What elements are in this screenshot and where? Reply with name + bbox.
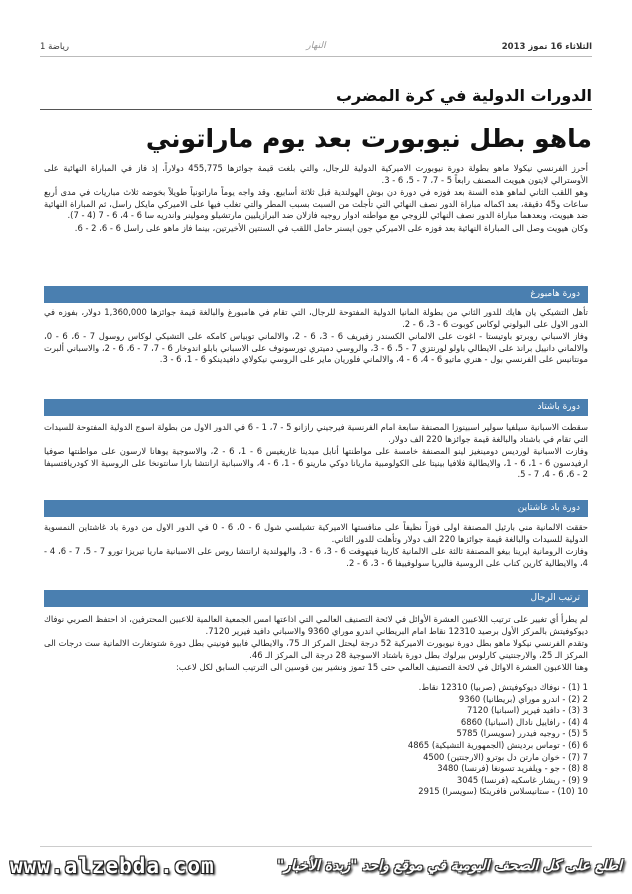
ranking-entry: 9 (9) - ريشار غاسكيه (فرنسا) 3045 [456, 774, 588, 785]
article-paragraph: وفاز الاسباني روبرتو باوتيستا - اغوت على الالماني الكسندر زفيريف 6 - 3، 6 - 2، والالماني توبياس كامكه على التشيكي لوكاس روسول 7 - 6، 6 - 0، والالماني دانييل برانذ على الايطالي باولو لورنتزي 7 - 5، 6 - 3، والروسي دميتري تورسونوف على الاسباني بابلو اندوخار 6 - 7، 7 - 6، 6 - 2، والاسباني ألبرت مونتانيس على الفرنسي بول - هنري ماتيو 6 - 4، 6 - 4، والالماني فلوريان ماير على الروسي نيكولاي دافيدينكو 6 - 1، 6 - 3. [44, 331, 588, 365]
bastad-text [44, 422, 588, 482]
section-bar-hamburg [44, 286, 588, 303]
article-paragraph: لم يطرأ أي تغيير على ترتيب اللاعبين العشرة الأوائل في لائحة التصنيف العالمي التي اذاعتها امس الجمعية العالمية للاعبين المحترفين، اذ احتفظ الصربي نوفاك ديوكوفيتش بالمركز الأول برصيد 12310 نقاط امام البريطاني اندرو موراي 9360 والاسباني دافيد فيرير 7120. [44, 614, 588, 636]
ranking-entry: 6 (6) - توماس بردينش (الجمهورية التشيكية) 4865 [407, 739, 588, 750]
page-header [40, 40, 592, 57]
footer-divider [40, 846, 592, 847]
article-paragraph: وفازت الاسبانية لورديس دومينغيز لينو المصنفة خامسة على مواطنتها أنابل ميدينا غاريغيس 6 - 1، 6 - 2، والاسوجية يوهانا لارسون على مواطنتها صوفيا ارفيدسون 6 - 1، 6 - 1، والايطالية فلافيا بينيتا على الكولومبية ماريانا دوكي مارينو 6 - 1، 6 - 4، والاسبانية ارانتشا بارا سانتونخا على الروسية الا كودريافتسيفا 2 - 6، 6 - 4، 7 - 5. [44, 446, 588, 480]
ranking-entry: 4 (4) - رافاييل نادال (اسبانيا) 6860 [460, 716, 588, 727]
intro-text [44, 163, 588, 236]
section-title: دورة باد غاشتاين [517, 503, 580, 513]
section-bar-bastad [44, 399, 588, 416]
footer-banner[interactable] [0, 846, 632, 894]
article-paragraph: سقطت الاسبانية سيلفيا سولير اسبينوزا المصنفة سابعة امام الفرنسية فيرجيني رازانو 5 - 7، 1 - 6 في الدور الاول من بطولة اسوج الدولية المفتوحة للسيدات التي تقام في باشتاد والبالغة قيمة جوائزها 220 الف دولار. [44, 422, 588, 444]
newspaper-logo: النهار [306, 41, 326, 51]
section-title: ترتيب الرجال [530, 593, 580, 603]
section-page-label: رياضة 1 [40, 42, 69, 52]
article-paragraph: وهنا اللاعبون العشرة الاوائل في لائحة التصنيف العالمي حتى 15 تموز ونشير بين قوسين الى الترتيب السابق لكل لاعب: [175, 662, 588, 673]
ranking-entry: 2 (2) - اندرو موراي (بريطانيا) 9360 [458, 693, 588, 704]
intro-paragraph: وهو اللقب الثاني لماهو هذه السنة بعد فوزه في دورة دن بوش الهولندية قبل ثلاثة أسابيع. وقد واجه يوماً ماراتونياً طويلاً بخوضه ثلاث مباريات في مدى أربع ساعات و45 دقيقة، بعد اكماله مباراة الدور نصف النهائي التي تأجلت من السبت بسبب المطر والتي تغلب فيها على الاميركي مايكل راسل، ثم المباراة النهائية ضد هيويت، وبعدهما مباراة الدور نصف النهائي للزوجي مع مواطنه ادوار روجيه فازلان ضد البرازيليين مارتشيلو ومولينر واندريه سا 6 - 4، 6 - 7 (4 - 7). [44, 187, 588, 221]
article-paragraph: تأهل التشيكي يان هايك للدور الثاني من بطولة المانيا الدولية المفتوحة للرجال، التي تقام في هامبورغ والبالغة قيمة جوائزها 1,360,000 دولار، بفوزه في الدور الاول على البولوني لوكاس كوبوت 6 - 3، 6 - 2. [44, 307, 588, 329]
ranking-entry: 7 (7) - خوان مارتن دل بوترو (الارجنتين) 4500 [423, 751, 588, 762]
section-bar-mens-ranking [44, 590, 588, 607]
section-bar-bad-gastein [44, 500, 588, 517]
intro-paragraph: أحرز الفرنسي نيكولا ماهو بطولة دورة نيوبورت الاميركية الدولية للرجال، والتي بلغت قيمة جوائزها 455,775 دولاراً، إذ فاز في المباراة النهائية على الأوسترالي لايتون هيويت المصنف رابعاً 5 - 7، 7 - 5، 6 - 3. [44, 163, 588, 185]
article-paragraph: وفازت الرومانية ايرينا بيغو المصنفة ثالثة على الالمانية كارينا فيتهوفت 6 - 3، 6 - 3، والهولندية ارانتشا روس على الاسبانية ماريا تيريزا تورو 7 - 5، 7 - 6، 4 - 4، والايطالية كارين كناب على الروسية فاليريا سولوفييفا 6 - 3، 6 - 2. [44, 546, 588, 568]
ranking-text [44, 614, 588, 675]
ranking-entry: 8 (8) - جو - ويلفريد تسونغا (فرنسا) 3480 [437, 763, 588, 774]
bad-gastein-text [44, 522, 588, 570]
article-kicker: الدورات الدولية في كرة المضرب [335, 86, 592, 105]
issue-date: الثلاثاء 16 تموز 2013 [501, 42, 592, 52]
ranking-list [44, 682, 588, 798]
intro-paragraph: وكان هيويت وصل الى المباراة النهائية بعد فوزه على الاميركي جون ايسنر حامل اللقب في السنتين الأخيرتين، بينما فاز ماهو على راسل 6 - 6، 2 - 6. [74, 222, 588, 233]
ranking-entry: 10 (10) - ستانيسلاس فافرينكا (سويسرا) 2915 [418, 786, 588, 797]
article-paragraph: حققت الالمانية مني بارثيل المصنفة اولى فوزاً نظيفاً على منافستها الاميركية تشيلسي شول 6 - 0، 6 - 0 في الدور الاول من دورة باد غاشتاين النمسوية الدولية للسيدات والبالغة قيمة جوائزها 220 الف دولار وتأهلت للدور الثاني. [44, 522, 588, 544]
ranking-entry: 1 (1) - نوفاك ديوكوفيتش (صربيا) 12310 نقاط. [418, 682, 588, 692]
kicker-divider [40, 109, 592, 110]
section-title: دورة هامبورغ [530, 289, 580, 299]
article-headline: ماهو بطل نيوبورت بعد يوم ماراتوني [145, 124, 592, 153]
section-title: دورة باشتاد [537, 402, 580, 412]
hamburg-text [44, 307, 588, 367]
ranking-entry: 3 (3) - دافيد فيرير (اسبانيا) 7120 [466, 705, 588, 716]
ranking-entry: 5 (5) - روجيه فيدرر (سويسرا) 5785 [456, 728, 588, 739]
site-url-link[interactable]: www.alzebda.com [10, 854, 215, 878]
article-paragraph: وتقدم الفرنسي نيكولا ماهو بطل دورة نيوبورت الاميركية 52 درجة ليحتل المركز الـ 75، والايطالي فابيو فونيني بطل دورة شتوتغارت الالمانية ست درجات الى المركز الـ 25، والارجنتيني كارلوس بيرلوك بطل دورة باشتاد الاسوجية 28 درجة الى المركز الـ 46. [44, 638, 589, 660]
promo-text: اطلع على كل الصحف اليومية في موقع واحد "زبدة الأخبار" [276, 858, 622, 874]
